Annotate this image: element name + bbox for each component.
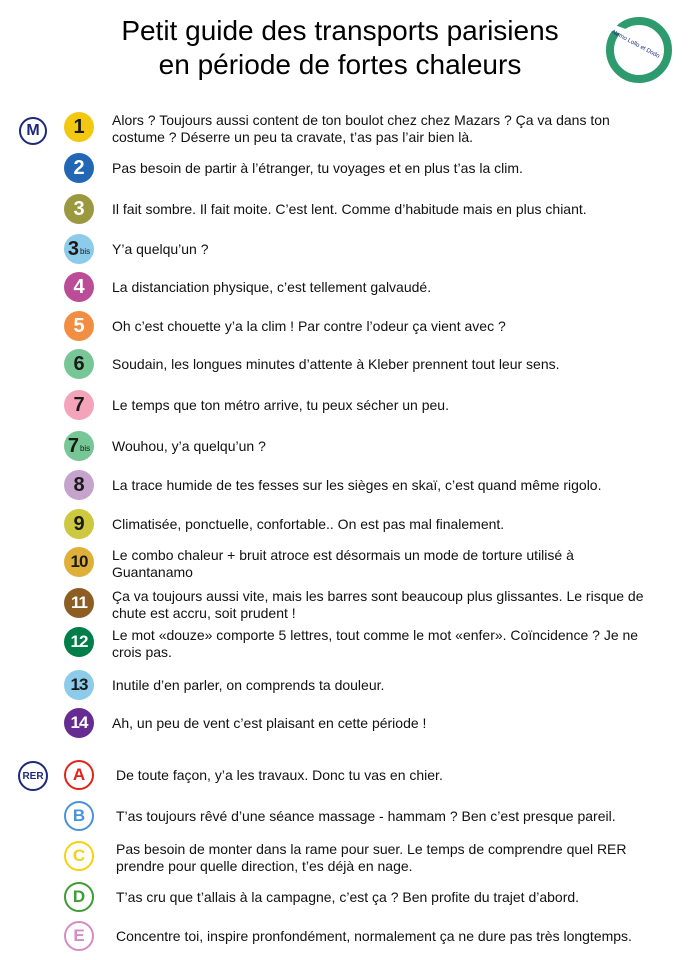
rer-network-icon: RER <box>18 761 48 791</box>
metro-line-badge-13 <box>64 670 94 700</box>
line-number: 4 <box>73 275 85 298</box>
metro-line-description: Ça va toujours aussi vite, mais les barres sont beaucoup plus glissantes. Le risque de chute est accru, soit prudent ! <box>112 588 644 621</box>
metro-line-description: Le mot «douze» comporte 5 lettres, tout comme le mot «enfer». Coïncidence ? Je ne crois pas. <box>112 627 639 660</box>
brand-logo <box>595 10 675 90</box>
metro-line-badge-14 <box>64 708 94 738</box>
line-number: 3 <box>73 197 85 220</box>
rer-line-badge-a <box>64 760 94 790</box>
metro-line-badge-10 <box>64 547 94 577</box>
rer-line-badge-e <box>64 921 94 951</box>
rer-line-badge-c <box>64 841 94 871</box>
metro-line-badge-7 <box>64 390 94 420</box>
line-number: 1 <box>73 115 85 138</box>
line-number: 3 <box>67 237 79 260</box>
metro-line-badge-4 <box>64 272 94 302</box>
metro-line-badge-8 <box>64 470 94 500</box>
metro-line-description: Le temps que ton métro arrive, tu peux sécher un peu. <box>112 397 449 413</box>
metro-line-badge-3-bis <box>64 234 94 264</box>
logo-text: Nemo Lollo et Dodo <box>610 29 661 60</box>
line-number: 2 <box>73 156 85 179</box>
metro-line-badge-1 <box>64 112 94 142</box>
metro-line-badge-9 <box>64 509 94 539</box>
page-title <box>40 14 640 82</box>
line-number: 7 <box>73 393 85 416</box>
line-bis-suffix: bis <box>79 246 91 256</box>
rer-line-description: De toute façon, y’a les travaux. Donc tu vas en chier. <box>116 767 443 783</box>
line-number: 5 <box>73 314 85 337</box>
line-number: C <box>72 846 86 865</box>
metro-line-description: Y’a quelqu’un ? <box>112 241 209 257</box>
metro-line-description: Oh c’est chouette y’a la clim ! Par contre l’odeur ça vient avec ? <box>112 318 506 334</box>
line-number: 6 <box>73 352 85 375</box>
title-line-2: en période de fortes chaleurs <box>158 49 522 80</box>
line-number: A <box>72 765 86 784</box>
metro-line-description: Ah, un peu de vent c’est plaisant en cette période ! <box>112 715 427 731</box>
line-bis-suffix: bis <box>79 443 91 453</box>
metro-line-description: Le combo chaleur + bruit atroce est désormais un mode de torture utilisé à Guantanamo <box>112 547 574 580</box>
line-number: B <box>72 806 86 825</box>
metro-line-badge-12 <box>64 627 94 657</box>
line-number: E <box>73 926 85 945</box>
metro-line-description: Pas besoin de partir à l’étranger, tu voyages et en plus t’as la clim. <box>112 160 523 176</box>
line-number: 13 <box>70 675 88 694</box>
line-number: 9 <box>73 512 85 535</box>
rer-line-description: Pas besoin de monter dans la rame pour suer. Le temps de comprendre quel RER prendre pour quelle direction, t’es déjà en nage. <box>116 841 627 874</box>
metro-line-badge-5 <box>64 311 94 341</box>
line-number: D <box>72 887 86 906</box>
metro-line-description: Alors ? Toujours aussi content de ton boulot chez chez Mazars ? Ça va dans ton costume ? Déserre un peu ta cravate, t’as pas l’air bien là. <box>112 112 610 145</box>
metro-line-description: Soudain, les longues minutes d’attente à Kleber prennent tout leur sens. <box>112 356 560 372</box>
metro-line-badge-11 <box>64 588 94 618</box>
rer-line-description: T’as cru que t’allais à la campagne, c’est ça ? Ben profite du trajet d’abord. <box>116 889 580 905</box>
rer-line-badge-b <box>64 801 94 831</box>
metro-line-badge-2 <box>64 153 94 183</box>
line-number: 14 <box>70 713 88 732</box>
line-number: 10 <box>70 552 88 571</box>
line-number: 11 <box>71 593 87 612</box>
line-number: 8 <box>73 473 85 496</box>
metro-line-description: La distanciation physique, c’est tellement galvaudé. <box>112 279 432 295</box>
metro-network-icon: M <box>19 117 47 145</box>
line-number: 7 <box>67 434 79 457</box>
metro-line-description: Wouhou, y’a quelqu’un ? <box>112 438 266 454</box>
metro-line-description: La trace humide de tes fesses sur les sièges en skaï, c’est quand même rigolo. <box>112 477 602 493</box>
rer-line-description: T’as toujours rêvé d’une séance massage - hammam ? Ben c’est presque pareil. <box>116 808 616 824</box>
metro-line-badge-7-bis <box>64 431 94 461</box>
line-number: 12 <box>70 632 88 651</box>
metro-line-badge-6 <box>64 349 94 379</box>
rer-line-badge-d <box>64 882 94 912</box>
metro-line-description: Inutile d’en parler, on comprends ta douleur. <box>112 677 385 693</box>
metro-line-description: Il fait sombre. Il fait moite. C’est lent. Comme d’habitude mais en plus chiant. <box>112 201 587 217</box>
rer-line-description: Concentre toi, inspire pronfondément, normalement ça ne dure pas très longtemps. <box>116 928 632 944</box>
metro-line-badge-3 <box>64 194 94 224</box>
title-line-1: Petit guide des transports parisiens <box>121 15 559 46</box>
metro-line-description: Climatisée, ponctuelle, confortable.. On est pas mal finalement. <box>112 516 505 532</box>
